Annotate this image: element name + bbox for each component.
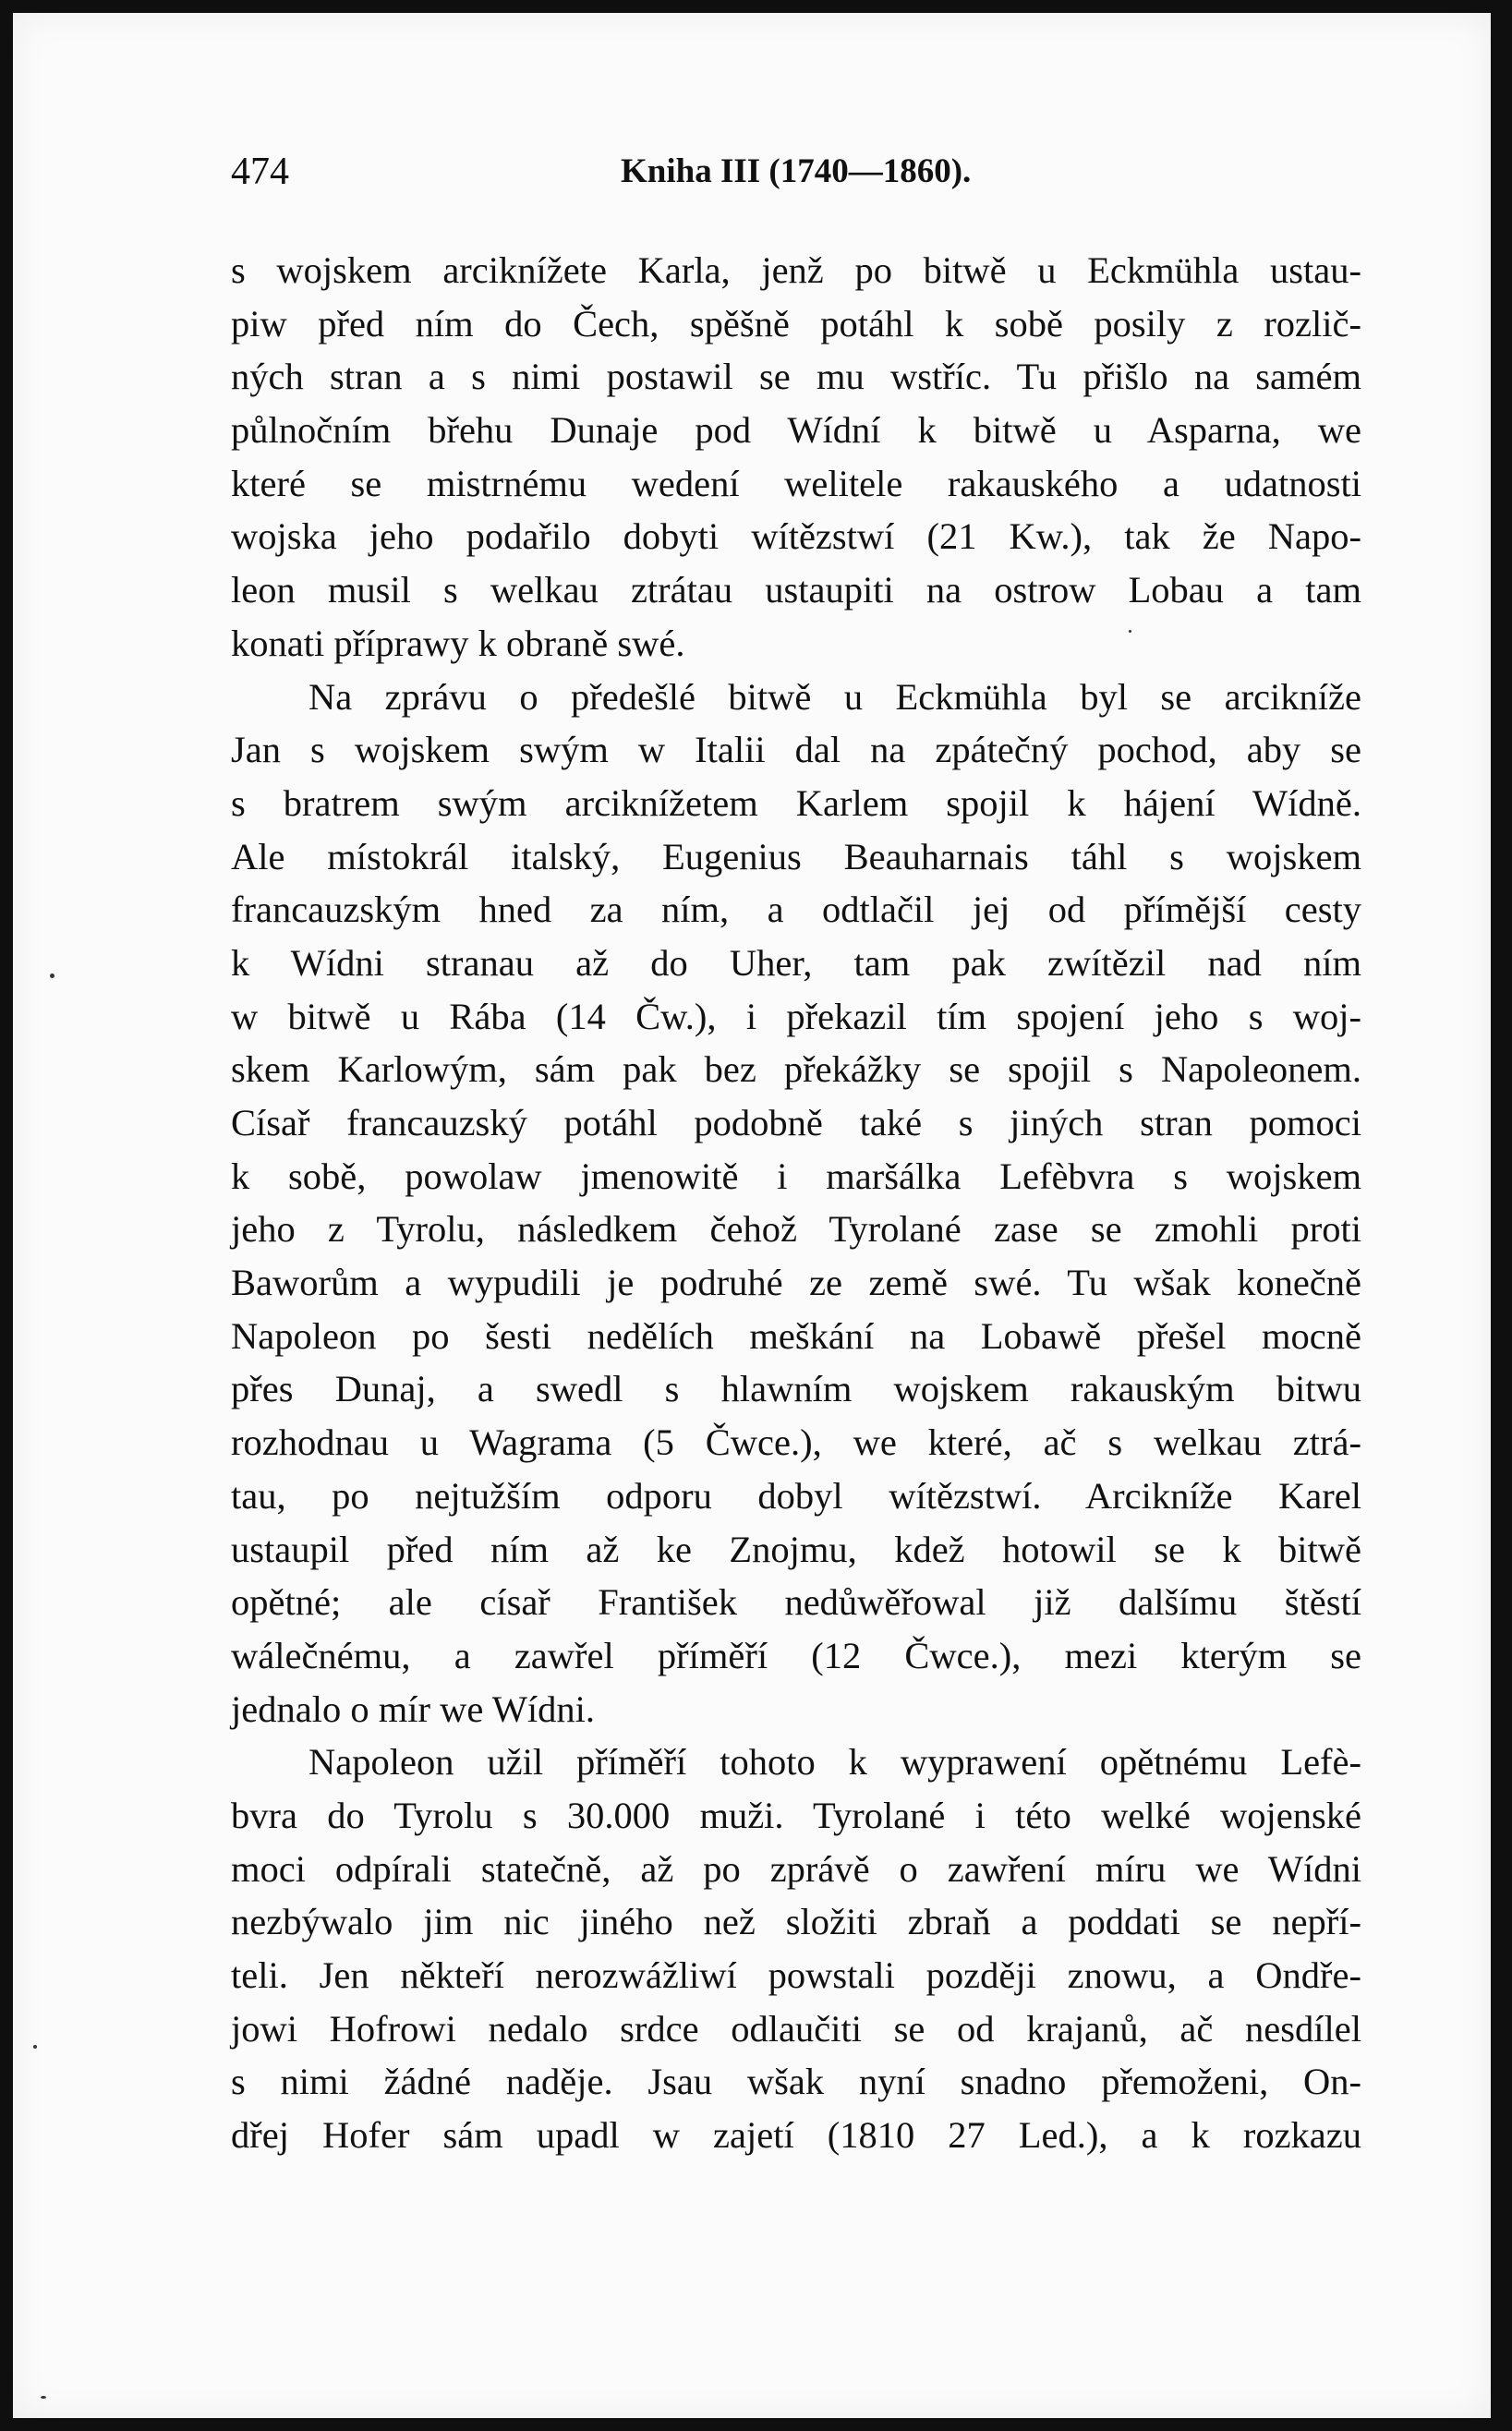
text-line: ustaupil před ním až ke Znojmu, kdež hotowil se k bitwě (231, 1528, 1361, 1570)
text-line: leon musil s welkau ztrátau ustaupiti na ostrow Lobau a tam (231, 569, 1361, 611)
text-line: w bitwě u Rába (14 Čw.), i překazil tím spojení jeho s woj- (231, 995, 1361, 1037)
text-line: jeho z Tyrolu, následkem čehož Tyrolané zase se zmohli proti (231, 1208, 1361, 1251)
text-line: tau, po nejtužším odporu dobyl wítězstwí. Arcikníže Karel (231, 1474, 1361, 1517)
text-line: Na zprávu o předešlé bitwě u Eckmühla byl se arcikníže (308, 675, 1361, 718)
text-line: nezbýwalo jim nic jiného než složiti zbraň a poddati se nepří- (231, 1901, 1361, 1943)
text-line: Napoleon po šesti nedělích meškání na Lobawě přešel mocně (231, 1314, 1361, 1357)
text-line: moci odpírali statečně, až po zprávě o zawření míru we Wídni (231, 1847, 1361, 1890)
text-line: půlnočním břehu Dunaje pod Wídní k bitwě u Asparna, we (231, 409, 1361, 452)
text-line: wálečnému, a zawřel příměří (12 Čwce.), mezi kterým se (231, 1634, 1361, 1676)
text-line: jednalo o mír we Wídni. (231, 1687, 596, 1730)
text-line: bvra do Tyrolu s 30.000 muži. Tyrolané i této welké wojenské (231, 1794, 1361, 1836)
text-line: jowi Hofrowi nedalo srdce odlaučiti se od krajanů, ač nesdílel (231, 2007, 1361, 2050)
text-line: piw před ním do Čech, spěšně potáhl k sobě posily z rozlič- (231, 302, 1361, 345)
text-line: skem Karlowým, sám pak bez překážky se spojil s Napoleonem. (231, 1048, 1361, 1091)
text-line: s nimi žádné naděje. Jsau wšak nyní snadno přemoženi, On- (231, 2061, 1361, 2103)
scan-speck (1129, 630, 1131, 633)
text-line: opětné; ale císař František nedůwěřowal již dalšímu štěstí (231, 1581, 1361, 1624)
body-text (231, 244, 1361, 2162)
text-line: francauzským hned za ním, a odtlačil jej od přímější cesty (231, 889, 1361, 931)
running-title: Kniha III (1740—1860). (621, 152, 972, 190)
scan-speck (41, 2396, 46, 2399)
text-line: přes Dunaj, a swedl s hlawním wojskem rakauským bitwu (231, 1368, 1361, 1410)
scan-speck (33, 2045, 37, 2049)
text-line: s wojskem arciknížete Karla, jenž po bitwě u Eckmühla ustau- (231, 249, 1361, 291)
text-line: teli. Jen někteří nerozwážliwí powstali později znowu, a Ondře- (231, 1954, 1361, 1996)
text-line: Napoleon užil příměří tohoto k wyprawení opětnému Lefè- (308, 1741, 1361, 1784)
text-line: k Wídni stranau až do Uher, tam pak zwítězil nad ním (231, 941, 1361, 984)
page-header (231, 144, 1361, 200)
text-line: konati příprawy k obraně swé. (231, 622, 685, 664)
text-line: Císař francauzský potáhl podobně také s jiných stran pomoci (231, 1102, 1361, 1143)
book-page (13, 13, 1491, 2418)
text-line: ných stran a s nimi postawil se mu wstříc. Tu přišlo na samém (231, 356, 1361, 398)
text-line: Ale místokrál italský, Eugenius Beauharnais táhl s wojskem (231, 835, 1361, 877)
text-line: s bratrem swým arciknížetem Karlem spojil k hájení Wídně. (231, 781, 1361, 824)
text-line: dřej Hofer sám upadl w zajetí (1810 27 Led.), a k rozkazu (231, 2114, 1361, 2157)
page-number: 474 (231, 151, 289, 193)
scan-speck (50, 974, 54, 978)
text-line: Jan s wojskem swým w Italii dal na zpátečný pochod, aby se (231, 729, 1361, 771)
text-line: wojska jeho podařilo dobyti wítězstwí (21 Kw.), tak že Napo- (231, 515, 1361, 558)
text-line: které se mistrnému wedení welitele rakauského a udatnosti (231, 462, 1361, 504)
text-line: k sobě, powolaw jmenowitě i maršálka Lefèbvra s wojskem (231, 1155, 1361, 1197)
text-line: Baworům a wypudili je podruhé ze země swé. Tu wšak konečně (231, 1262, 1361, 1304)
text-line: rozhodnau u Wagrama (5 Čwce.), we které, ač s welkau ztrá- (231, 1421, 1361, 1464)
